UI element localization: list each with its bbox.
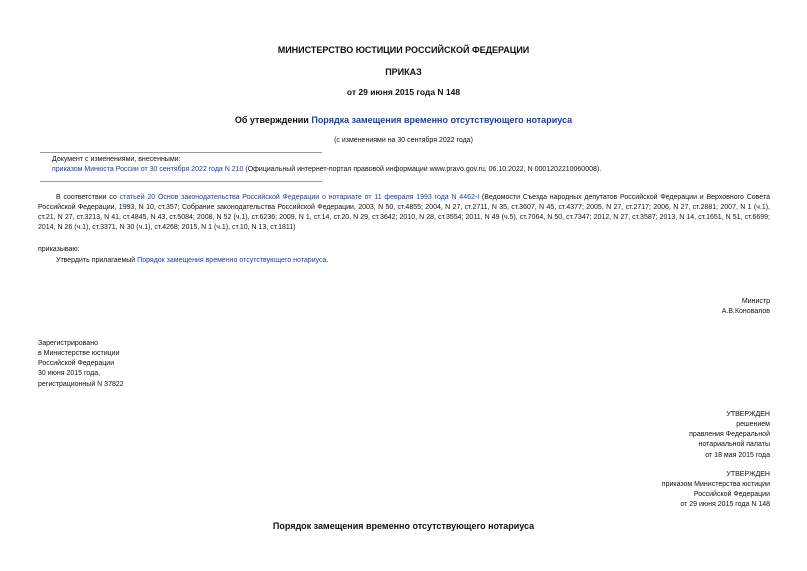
approval-line: правления Федеральной [689, 431, 770, 439]
order-date: от 29 июня 2015 года N 148 [346, 87, 461, 97]
divider-top [40, 152, 322, 153]
approval-line: приказом Министерства юстиции [661, 481, 770, 489]
amendment-source: (Официальный интернет-портал правовой информации www.pravo.gov.ru, 06.10.2022, N 0001202210060008). [243, 166, 602, 174]
preamble-pre: В соответствии со [56, 194, 120, 201]
signature-role: Министр [741, 298, 770, 305]
preamble-paragraph [38, 193, 770, 234]
divider-bottom [40, 181, 322, 182]
approve-paragraph [56, 256, 328, 266]
approve-post: . [326, 257, 329, 264]
approval-line: УТВЕРЖДЕН [726, 471, 770, 478]
registration-line: 30 июня 2015 года, [38, 370, 101, 378]
approval-line: от 29 июня 2015 года N 148 [680, 501, 770, 509]
approval-line: УТВЕРЖДЕН [726, 411, 770, 418]
signature-block [722, 297, 770, 317]
registration-line: Зарегистрировано [38, 340, 98, 347]
approval-line: Российской Федерации [693, 491, 770, 499]
amendments-intro: Документ с изменениями, внесенными: [52, 156, 181, 163]
approval-line: нотариальной палаты [698, 441, 770, 449]
registration-line: в Министерстве юстиции [38, 350, 120, 358]
registration-line: регистрационный N 37822 [38, 380, 124, 388]
notary-law-link[interactable]: статьей 20 Основ законодательства Российской Федерации о нотариате от 11 февраля 1993 года N 4462-I [119, 194, 480, 201]
procedure-title: Порядок замещения временно отсутствующего нотариуса [272, 521, 535, 531]
changes-note: (с изменениями на 30 сентября 2022 года) [334, 137, 473, 144]
amendments-note [52, 155, 772, 175]
approval-block-chamber [689, 410, 770, 461]
approval-line: от 18 мая 2015 года [705, 451, 770, 459]
order-title [0, 114, 807, 127]
registration-block [38, 339, 124, 390]
signature-name: А.В.Коновалов [721, 308, 770, 316]
procedure-link[interactable]: Порядок замещения временно отсутствующего нотариуса [137, 257, 327, 264]
approval-block-ministry [662, 470, 770, 511]
preamble-sources: (Ведомости Съезда народных депутатов Российской Федерации и Верховного Совета Российской Федерации, 1993, N 10, ст.357; Собрание законодательства Российской Федерации, 2003, N 50, ст.4855; 2004, N 27, ст.2711, N 35, ст.3607, N 45, ст.4377; 2005, N 27, ст.2717; 2006, N 27, ст.2881; 2007, N 1 (ч.1), ст.21, N 27, ст.3213, N 41, ст.4845, N 43, ст.5084; 2008, N 52 (ч.1), ст.6236; 2009, N 1, ст.14, ст.20, N 29, ст.3642; 2010, N 28, ст.3554; 2011, N 49 (ч.5), ст.7064, N 50, ст.7347; 2012, N 27, ст.3587; 2013, N 14, ст.1651, N 51, ст.6699; 2014, N 26 (ч.1), ст.3371, N 30 (ч.1), ст.4268; 2015, N 1 (ч.1), ст.10, N 13, ст.1811) [38, 194, 770, 232]
approval-line: решением [736, 421, 770, 429]
amendment-link[interactable]: приказом Минюста России от 30 сентября 2022 года N 210 [52, 166, 244, 174]
order-title-prefix: Об утверждении [234, 115, 312, 125]
order-title-link[interactable]: Порядка замещения временно отсутствующего нотариуса [311, 115, 573, 125]
ministry-heading: МИНИСТЕРСТВО ЮСТИЦИИ РОССИЙСКОЙ ФЕДЕРАЦИИ [277, 45, 530, 55]
registration-line: Российской Федерации [38, 360, 115, 368]
approve-pre: Утвердить прилагаемый [56, 257, 138, 264]
order-heading: ПРИКАЗ [385, 67, 422, 77]
orders-word: приказываю: [38, 246, 80, 253]
